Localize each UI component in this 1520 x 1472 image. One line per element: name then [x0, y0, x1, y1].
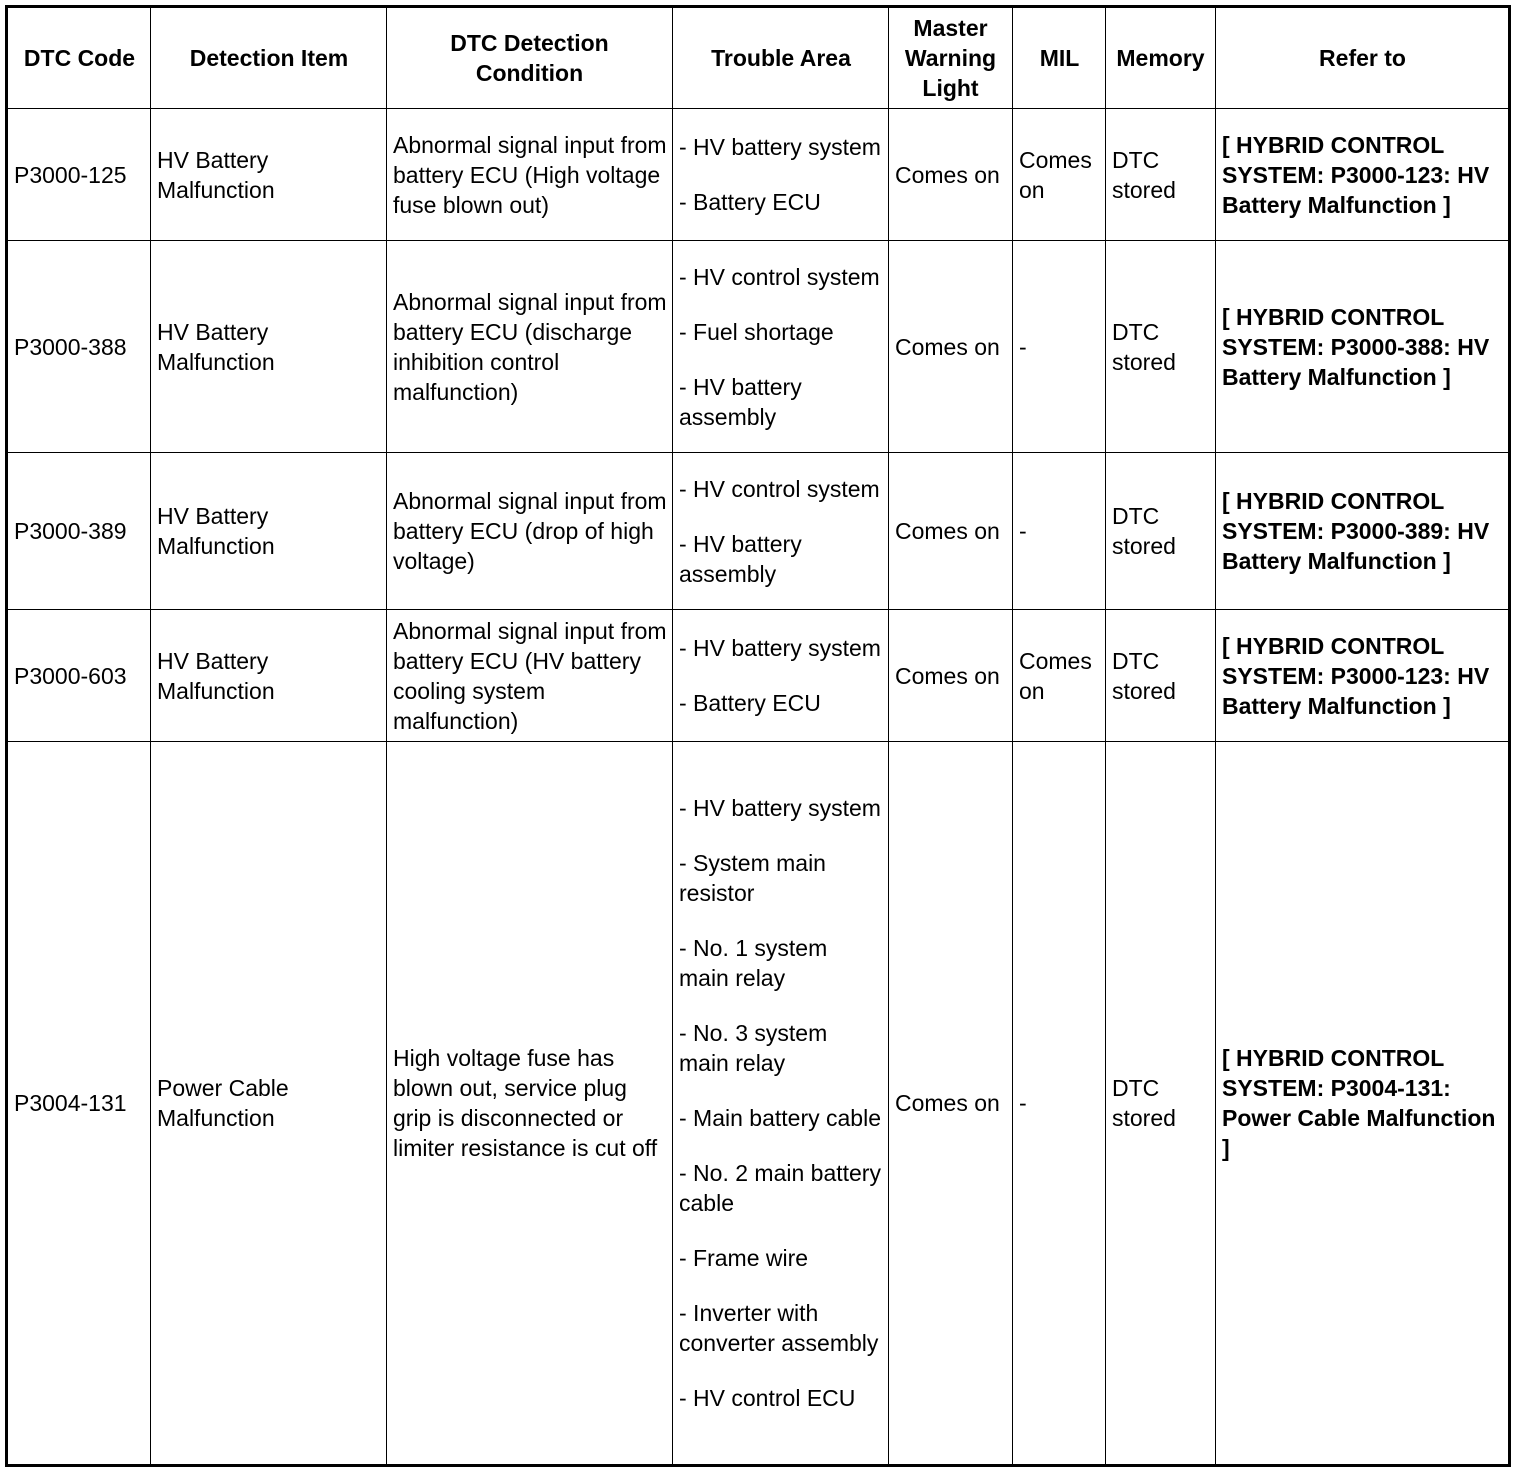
detection-condition-cell: Abnormal signal input from battery ECU (HV battery cooling system malfunction): [387, 610, 673, 742]
memory-cell: DTC stored: [1106, 453, 1216, 610]
trouble-area-cell: [673, 241, 889, 453]
table-body: [7, 109, 1510, 1466]
header-detection-item: Detection Item: [151, 7, 387, 109]
master-warning-light-cell: Comes on: [889, 610, 1013, 742]
trouble-area-item: - HV battery system: [679, 134, 881, 161]
trouble-area-cell: [673, 109, 889, 241]
trouble-area-list: [679, 132, 883, 217]
master-warning-light-cell: Comes on: [889, 453, 1013, 610]
trouble-area-list: [679, 633, 883, 718]
mil-cell: Comes on: [1013, 109, 1106, 241]
trouble-area-item: - Fuel shortage: [679, 318, 834, 345]
trouble-area-item: - HV battery system: [679, 795, 881, 822]
detection-item-cell: HV Battery Malfunction: [151, 109, 387, 241]
header-detection-condition: DTC Detection Condition: [387, 7, 673, 109]
detection-condition-cell: Abnormal signal input from battery ECU (discharge inhibition control malfunction): [387, 241, 673, 453]
detection-condition-cell: Abnormal signal input from battery ECU (drop of high voltage): [387, 453, 673, 610]
header-refer-to: Refer to: [1216, 7, 1510, 109]
trouble-area-item: - Inverter with converter assembly: [679, 1300, 879, 1357]
detection-condition-cell: Abnormal signal input from battery ECU (High voltage fuse blown out): [387, 109, 673, 241]
trouble-area-cell: [673, 453, 889, 610]
refer-to-cell: [ HYBRID CONTROL SYSTEM: P3000-123: HV Battery Malfunction ]: [1216, 610, 1510, 742]
trouble-area-item: - No. 1 system main relay: [679, 935, 828, 992]
mil-cell: -: [1013, 453, 1106, 610]
header-memory: Memory: [1106, 7, 1216, 109]
table-row: [7, 453, 1510, 610]
dtc-code-cell: P3000-603: [7, 610, 151, 742]
table-row: [7, 109, 1510, 241]
header-row: [7, 7, 1510, 109]
trouble-area-item: - HV battery system: [679, 635, 881, 662]
trouble-area-cell: [673, 742, 889, 1466]
dtc-table: [5, 5, 1511, 1467]
table-row: [7, 610, 1510, 742]
dtc-code-cell: P3000-388: [7, 241, 151, 453]
trouble-area-cell: [673, 610, 889, 742]
memory-cell: DTC stored: [1106, 241, 1216, 453]
header-mil: MIL: [1013, 7, 1106, 109]
memory-cell: DTC stored: [1106, 742, 1216, 1466]
table-row: [7, 742, 1510, 1466]
trouble-area-list: [679, 474, 883, 589]
detection-item-cell: Power Cable Malfunction: [151, 742, 387, 1466]
trouble-area-item: - HV control system: [679, 475, 880, 502]
mil-cell: -: [1013, 241, 1106, 453]
dtc-code-cell: P3000-125: [7, 109, 151, 241]
header-dtc-code: DTC Code: [7, 7, 151, 109]
master-warning-light-cell: Comes on: [889, 109, 1013, 241]
trouble-area-item: - HV control system: [679, 263, 880, 290]
trouble-area-item: - No. 3 system main relay: [679, 1020, 828, 1077]
trouble-area-item: - System main resistor: [679, 850, 826, 907]
trouble-area-item: - Battery ECU: [679, 690, 821, 717]
dtc-code-cell: P3000-389: [7, 453, 151, 610]
detection-item-cell: HV Battery Malfunction: [151, 610, 387, 742]
trouble-area-list: [679, 793, 883, 1413]
trouble-area-item: - HV battery assembly: [679, 530, 802, 587]
detection-item-cell: HV Battery Malfunction: [151, 241, 387, 453]
trouble-area-item: - Frame wire: [679, 1245, 809, 1272]
mil-cell: Comes on: [1013, 610, 1106, 742]
refer-to-cell: [ HYBRID CONTROL SYSTEM: P3000-123: HV Battery Malfunction ]: [1216, 109, 1510, 241]
refer-to-cell: [ HYBRID CONTROL SYSTEM: P3000-389: HV Battery Malfunction ]: [1216, 453, 1510, 610]
mil-cell: -: [1013, 742, 1106, 1466]
trouble-area-item: - Main battery cable: [679, 1105, 881, 1132]
master-warning-light-cell: Comes on: [889, 241, 1013, 453]
trouble-area-item: - HV control ECU: [679, 1385, 856, 1412]
table-row: [7, 241, 1510, 453]
master-warning-light-cell: Comes on: [889, 742, 1013, 1466]
refer-to-cell: [ HYBRID CONTROL SYSTEM: P3004-131: Power Cable Malfunction ]: [1216, 742, 1510, 1466]
detection-condition-cell: High voltage fuse has blown out, service plug grip is disconnected or limiter resistance is cut off: [387, 742, 673, 1466]
trouble-area-item: - Battery ECU: [679, 189, 821, 216]
header-trouble-area: Trouble Area: [673, 7, 889, 109]
memory-cell: DTC stored: [1106, 109, 1216, 241]
header-master-warning-light: Master Warning Light: [889, 7, 1013, 109]
trouble-area-list: [679, 262, 883, 432]
trouble-area-item: - No. 2 main battery cable: [679, 1160, 881, 1217]
trouble-area-item: - HV battery assembly: [679, 373, 802, 430]
refer-to-cell: [ HYBRID CONTROL SYSTEM: P3000-388: HV Battery Malfunction ]: [1216, 241, 1510, 453]
detection-item-cell: HV Battery Malfunction: [151, 453, 387, 610]
dtc-code-cell: P3004-131: [7, 742, 151, 1466]
memory-cell: DTC stored: [1106, 610, 1216, 742]
